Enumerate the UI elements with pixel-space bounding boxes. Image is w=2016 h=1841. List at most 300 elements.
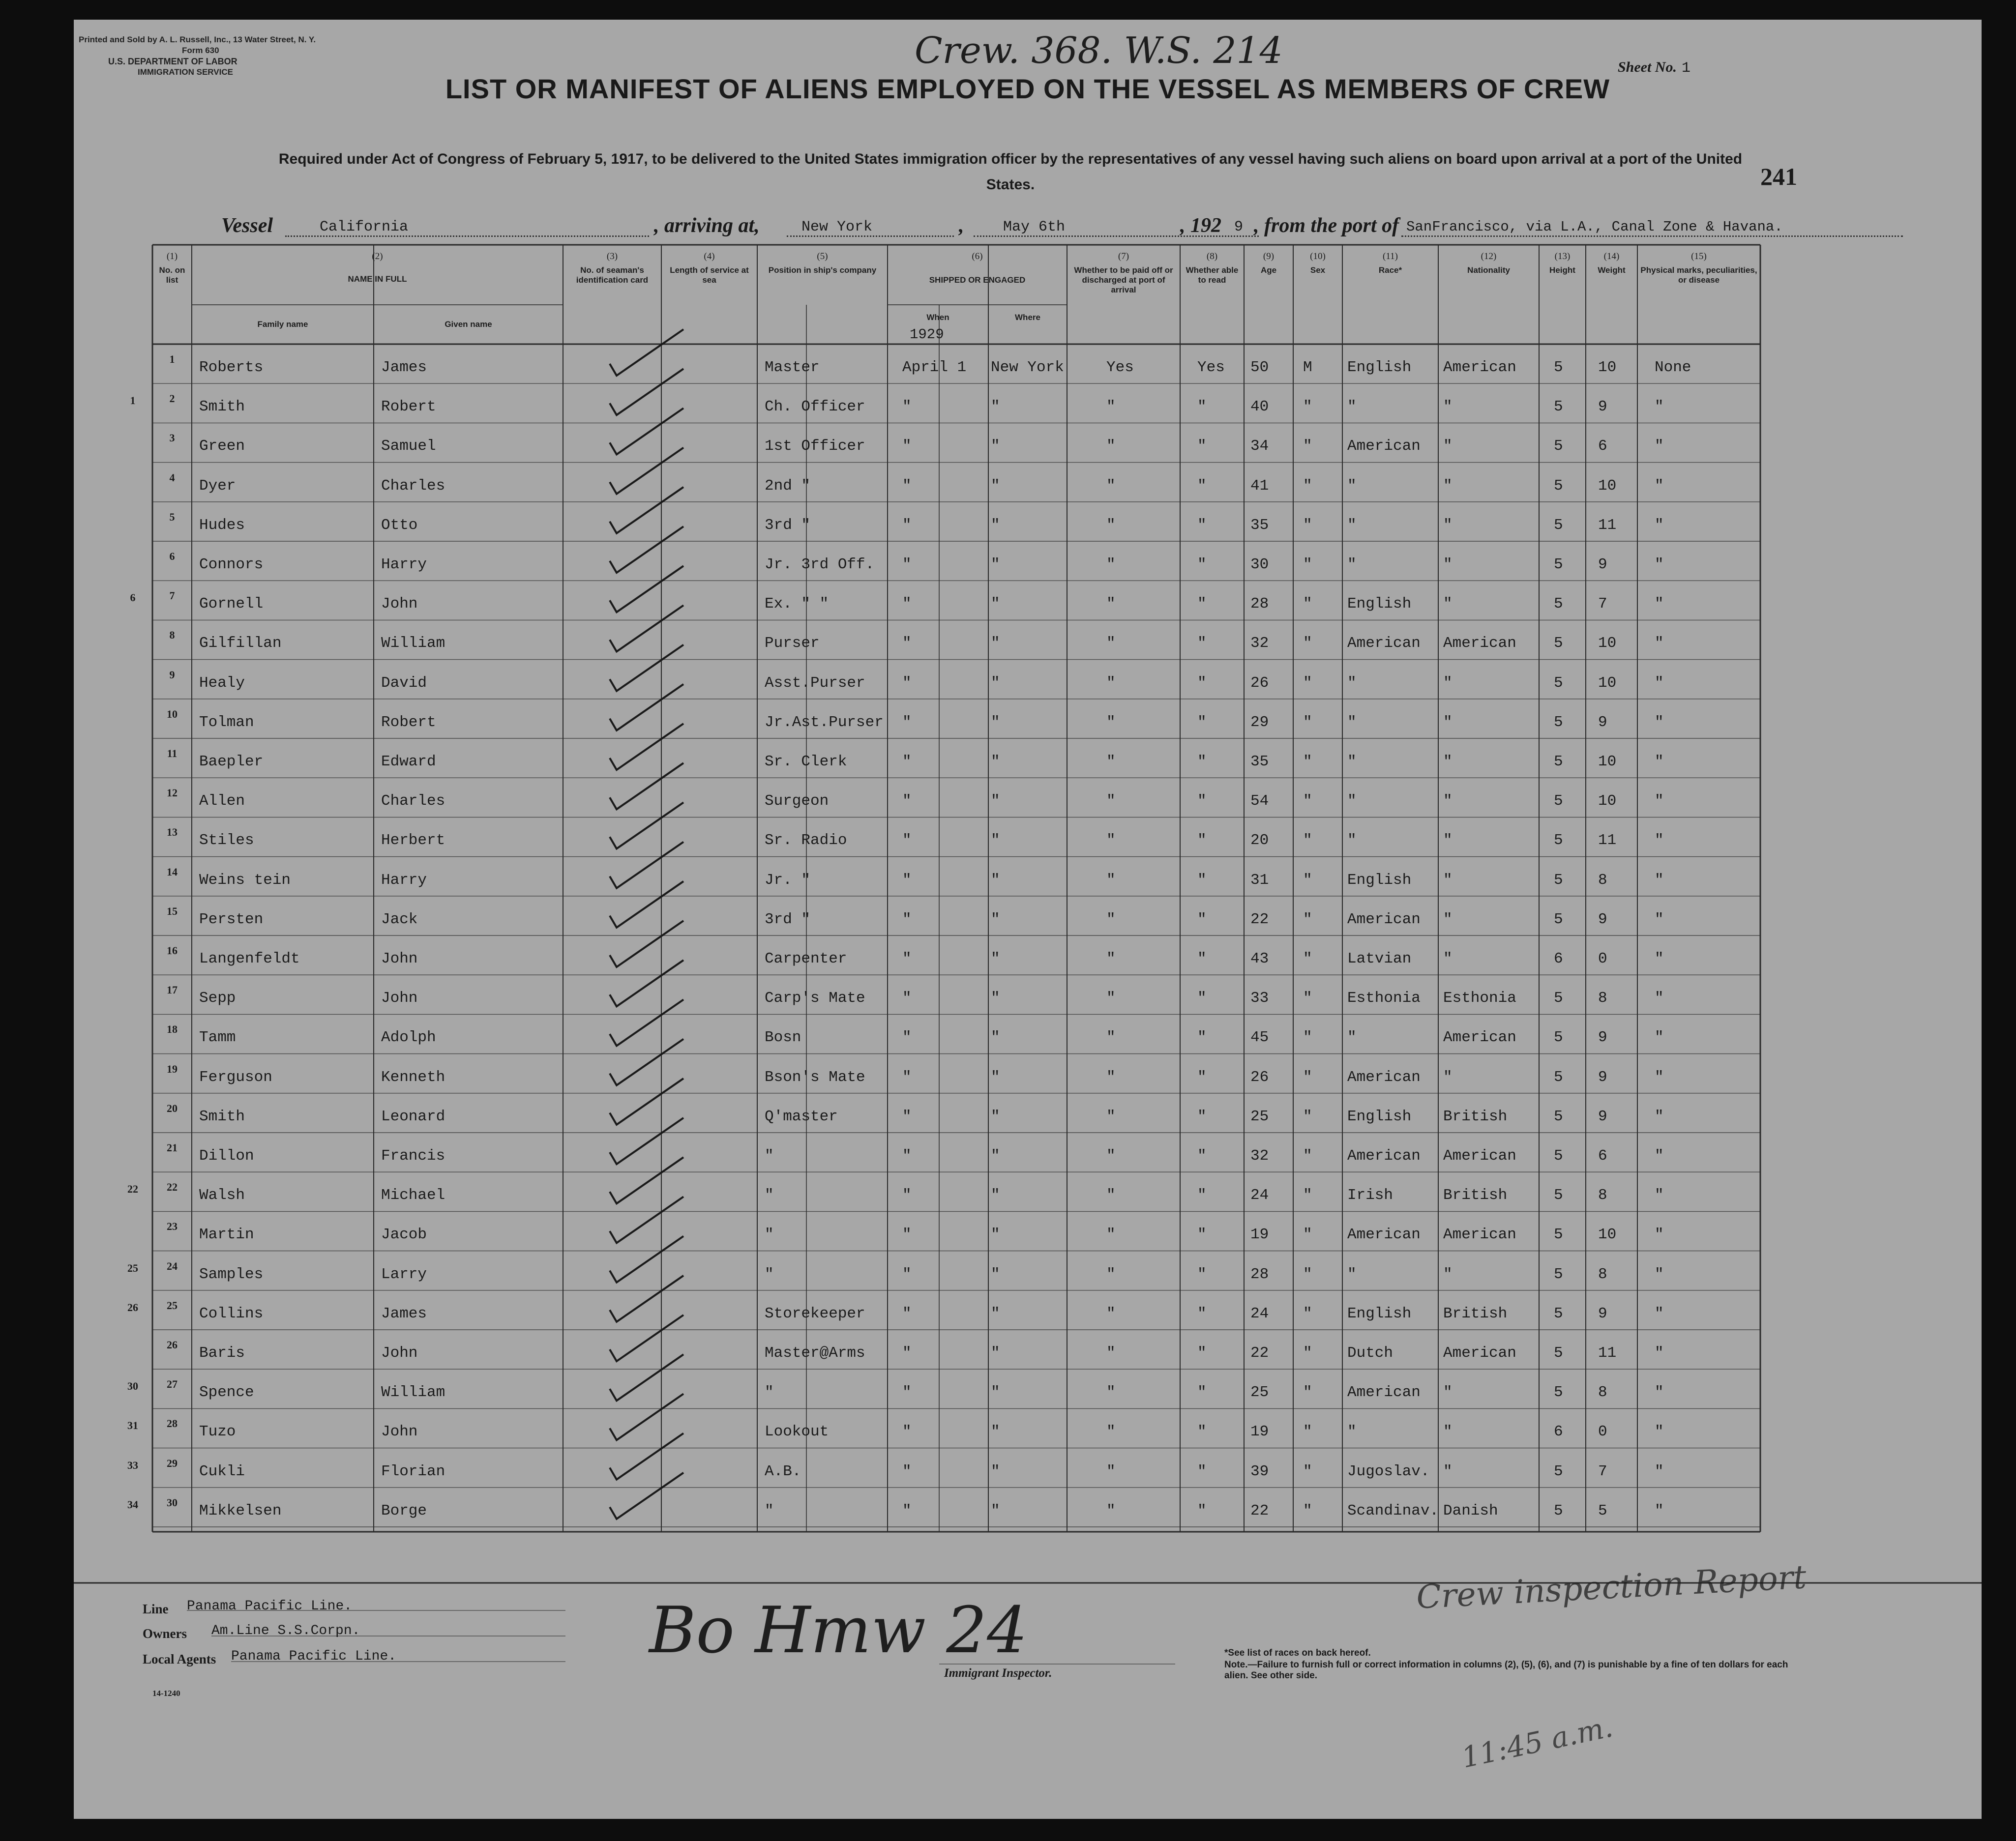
- cell-nationality: American: [1443, 1226, 1516, 1244]
- cell-family: Smith: [199, 398, 245, 416]
- cell-height: 5: [1554, 359, 1563, 376]
- checkmark-icon: [610, 1236, 683, 1283]
- cell-given: James: [381, 359, 427, 376]
- vessel-line: Vessel California , arriving at, New York , May 6th , 192 9 , from the port of SanFrancisco, via L.A., Canal Zone & Havana.: [221, 214, 1903, 243]
- cell-age: 31: [1250, 871, 1269, 889]
- cell-given: Charles: [381, 792, 445, 810]
- cell-position: Ex. " ": [765, 595, 829, 613]
- checkmark-icon: [610, 329, 683, 376]
- column-number-8: (8): [1206, 251, 1218, 262]
- cell-sex: ": [1303, 398, 1312, 416]
- cell-position: Sr. Clerk: [765, 753, 847, 770]
- cell-race: English: [1347, 1305, 1412, 1322]
- cell-weight: 6: [1598, 438, 1607, 455]
- column-number-2: (2): [372, 251, 383, 262]
- cell-sex: ": [1303, 1384, 1312, 1402]
- checkmark-icon: [610, 1276, 683, 1322]
- cell-race: Dutch: [1347, 1344, 1393, 1362]
- cell-read: ": [1197, 438, 1207, 455]
- cell-when: ": [902, 595, 912, 613]
- cell-where: ": [991, 1068, 1000, 1086]
- cell-when: ": [902, 910, 912, 928]
- cell-race: Latvian: [1347, 950, 1412, 967]
- cell-marks: ": [1655, 1187, 1664, 1204]
- cell-weight: 9: [1598, 556, 1607, 573]
- row-number: 14: [167, 865, 178, 878]
- checkmark-icon: [610, 960, 683, 1006]
- checkmark-icon: [610, 763, 683, 809]
- cell-when: ": [902, 516, 912, 534]
- checkmark-icon: [610, 645, 683, 691]
- row-number: 6: [169, 550, 175, 562]
- cell-where: ": [991, 1344, 1000, 1362]
- checkmark-icon: [610, 1079, 683, 1125]
- cell-read: ": [1197, 1108, 1207, 1125]
- cell-weight: 9: [1598, 1029, 1607, 1047]
- cell-family: Collins: [199, 1305, 264, 1322]
- cell-race: Esthonia: [1347, 990, 1421, 1007]
- cell-when: ": [902, 635, 912, 652]
- cell-paid: ": [1106, 674, 1116, 692]
- cell-weight: 8: [1598, 1384, 1607, 1402]
- cell-nationality: ": [1443, 1384, 1453, 1402]
- cell-race: Irish: [1347, 1187, 1393, 1204]
- cell-paid: ": [1106, 1265, 1116, 1283]
- row-number: 4: [169, 471, 175, 484]
- cell-race: American: [1347, 1226, 1421, 1244]
- cell-nationality: American: [1443, 1029, 1516, 1047]
- margin-number: 33: [127, 1459, 138, 1471]
- cell-nationality: Danish: [1443, 1502, 1498, 1520]
- row-number: 23: [167, 1220, 178, 1233]
- cell-given: John: [381, 595, 418, 613]
- cell-sex: ": [1303, 1344, 1312, 1362]
- cell-race: American: [1347, 1384, 1421, 1402]
- cell-where: ": [991, 438, 1000, 455]
- cell-nationality: British: [1443, 1305, 1508, 1322]
- column-number-13: (13): [1554, 251, 1571, 262]
- cell-position: Ch. Officer: [765, 398, 865, 416]
- cell-position: ": [765, 1502, 774, 1520]
- arriving-label: , arriving at,: [654, 214, 760, 237]
- column-label-12: Nationality: [1467, 265, 1510, 275]
- cell-race: Jugoslav.: [1347, 1462, 1430, 1480]
- row-number: 25: [167, 1299, 178, 1312]
- cell-when: ": [902, 753, 912, 770]
- cell-sex: ": [1303, 1226, 1312, 1244]
- family-name-header: Family name: [257, 320, 308, 329]
- cell-race: Scandinav.: [1347, 1502, 1439, 1520]
- cell-position: Bosn: [765, 1029, 801, 1047]
- cell-age: 28: [1250, 1265, 1269, 1283]
- row-number: 8: [169, 629, 175, 642]
- cell-where: ": [991, 1226, 1000, 1244]
- cell-age: 25: [1250, 1108, 1269, 1125]
- cell-weight: 9: [1598, 398, 1607, 416]
- cell-family: Gornell: [199, 595, 264, 613]
- cell-paid: ": [1106, 1305, 1116, 1322]
- cell-read: ": [1197, 1068, 1207, 1086]
- cell-when: ": [902, 1108, 912, 1125]
- checkmark-icon: [610, 566, 683, 612]
- cell-given: David: [381, 674, 427, 692]
- cell-height: 5: [1554, 1068, 1563, 1086]
- cell-paid: ": [1106, 1147, 1116, 1165]
- cell-race: ": [1347, 713, 1357, 731]
- cell-when: ": [902, 871, 912, 889]
- cell-nationality: British: [1443, 1187, 1508, 1204]
- cell-age: 26: [1250, 1068, 1269, 1086]
- cell-paid: ": [1106, 635, 1116, 652]
- cell-family: Walsh: [199, 1187, 245, 1204]
- cell-paid: ": [1106, 792, 1116, 810]
- cell-position: Lookout: [765, 1423, 829, 1441]
- year-digit: 9: [1234, 219, 1244, 235]
- cell-nationality: ": [1443, 753, 1453, 770]
- cell-age: 26: [1250, 674, 1269, 692]
- cell-height: 5: [1554, 635, 1563, 652]
- cell-family: Dyer: [199, 477, 236, 495]
- cell-read: ": [1197, 1226, 1207, 1244]
- cell-sex: ": [1303, 1029, 1312, 1047]
- cell-marks: ": [1655, 674, 1664, 692]
- margin-number: 34: [127, 1498, 138, 1511]
- cell-position: Storekeeper: [765, 1305, 865, 1322]
- cell-paid: ": [1106, 832, 1116, 849]
- cell-read: ": [1197, 1344, 1207, 1362]
- cell-nationality: ": [1443, 1462, 1453, 1480]
- cell-weight: 10: [1598, 477, 1617, 495]
- cell-age: 54: [1250, 792, 1269, 810]
- column-number-5: (5): [817, 251, 828, 262]
- port-dots: [787, 235, 954, 237]
- cell-where: ": [991, 1384, 1000, 1402]
- row-number: 11: [167, 747, 178, 760]
- cell-position: Carpenter: [765, 950, 847, 967]
- cell-position: 2nd ": [765, 477, 811, 495]
- cell-family: Dillon: [199, 1147, 254, 1165]
- checkmark-icon: [610, 881, 683, 928]
- cell-age: 22: [1250, 910, 1269, 928]
- cell-given: Herbert: [381, 832, 445, 849]
- cell-weight: 10: [1598, 359, 1617, 376]
- cell-position: 1st Officer: [765, 438, 865, 455]
- cell-read: ": [1197, 792, 1207, 810]
- cell-marks: ": [1655, 595, 1664, 613]
- cell-read: ": [1197, 398, 1207, 416]
- cell-paid: ": [1106, 1462, 1116, 1480]
- cell-when: ": [902, 792, 912, 810]
- cell-read: ": [1197, 1029, 1207, 1047]
- checkmark-icon: [610, 526, 683, 573]
- cell-where: ": [991, 910, 1000, 928]
- cell-age: 28: [1250, 595, 1269, 613]
- cell-where: ": [991, 1147, 1000, 1165]
- cell-read: ": [1197, 871, 1207, 889]
- cell-marks: ": [1655, 1068, 1664, 1086]
- races-note: *See list of races on back hereof.: [1224, 1648, 1371, 1658]
- cell-position: Q'master: [765, 1108, 838, 1125]
- column-number-11: (11): [1383, 251, 1398, 262]
- checkmark-icon: [610, 1157, 683, 1203]
- cell-read: ": [1197, 477, 1207, 495]
- cell-sex: ": [1303, 674, 1312, 692]
- cell-race: American: [1347, 635, 1421, 652]
- cell-where: ": [991, 753, 1000, 770]
- cell-nationality: American: [1443, 1344, 1516, 1362]
- cell-race: English: [1347, 359, 1412, 376]
- cell-given: Michael: [381, 1187, 445, 1204]
- cell-marks: ": [1655, 910, 1664, 928]
- cell-position: Surgeon: [765, 792, 829, 810]
- row-number: 7: [169, 589, 175, 602]
- cell-height: 5: [1554, 1029, 1563, 1047]
- cell-read: ": [1197, 1305, 1207, 1322]
- row-number: 9: [169, 668, 175, 681]
- cell-where: ": [991, 595, 1000, 613]
- cell-where: ": [991, 635, 1000, 652]
- cell-read: ": [1197, 1502, 1207, 1520]
- cell-marks: ": [1655, 950, 1664, 967]
- column-label-1: No. on list: [159, 265, 185, 285]
- cell-height: 5: [1554, 516, 1563, 534]
- row-number: 12: [167, 787, 178, 799]
- cell-paid: ": [1106, 1384, 1116, 1402]
- cell-height: 5: [1554, 1384, 1563, 1402]
- cell-paid: ": [1106, 516, 1116, 534]
- cell-sex: ": [1303, 1108, 1312, 1125]
- cell-given: William: [381, 1384, 445, 1402]
- cell-given: John: [381, 1344, 418, 1362]
- cell-when: April 1: [902, 359, 967, 376]
- cell-when: ": [902, 674, 912, 692]
- checkmark-icon: [610, 802, 683, 848]
- cell-marks: None: [1655, 359, 1691, 376]
- cell-read: ": [1197, 910, 1207, 928]
- cell-when: ": [902, 1029, 912, 1047]
- cell-height: 5: [1554, 1187, 1563, 1204]
- margin-number: 30: [127, 1380, 138, 1393]
- cell-where: ": [991, 871, 1000, 889]
- row-number: 26: [167, 1339, 178, 1351]
- row-number: 18: [167, 1023, 178, 1036]
- cell-where: ": [991, 713, 1000, 731]
- cell-family: Smith: [199, 1108, 245, 1125]
- cell-height: 5: [1554, 438, 1563, 455]
- cell-weight: 10: [1598, 792, 1617, 810]
- row-number: 17: [167, 984, 178, 996]
- cell-sex: ": [1303, 1462, 1312, 1480]
- margin-number: 6: [130, 591, 136, 604]
- cell-position: 3rd ": [765, 516, 811, 534]
- column-label-14: Weight: [1598, 265, 1626, 275]
- cell-nationality: ": [1443, 832, 1453, 849]
- document-title: LIST OR MANIFEST OF ALIENS EMPLOYED ON THE VESSEL AS MEMBERS OF CREW: [445, 73, 1610, 104]
- row-number: 27: [167, 1378, 178, 1391]
- cell-position: Asst.Purser: [765, 674, 865, 692]
- cell-age: 39: [1250, 1462, 1269, 1480]
- cell-paid: ": [1106, 910, 1116, 928]
- cell-nationality: ": [1443, 438, 1453, 455]
- handwritten-time-note: 11:45 a.m.: [1458, 1710, 1616, 1775]
- cell-age: 19: [1250, 1226, 1269, 1244]
- cell-paid: ": [1106, 556, 1116, 573]
- cell-family: Spence: [199, 1384, 254, 1402]
- cell-sex: ": [1303, 477, 1312, 495]
- cell-when: ": [902, 1462, 912, 1480]
- cell-read: ": [1197, 1147, 1207, 1165]
- cell-age: 34: [1250, 438, 1269, 455]
- cell-race: English: [1347, 1108, 1412, 1125]
- cell-sex: ": [1303, 871, 1312, 889]
- column-label-13: Height: [1549, 265, 1575, 275]
- cell-position: Master@Arms: [765, 1344, 865, 1362]
- cell-marks: ": [1655, 1265, 1664, 1283]
- cell-family: Gilfillan: [199, 635, 282, 652]
- cell-when: ": [902, 1305, 912, 1322]
- cell-nationality: ": [1443, 477, 1453, 495]
- cell-sex: M: [1303, 359, 1312, 376]
- cell-nationality: American: [1443, 635, 1516, 652]
- cell-marks: ": [1655, 1344, 1664, 1362]
- cell-sex: ": [1303, 1423, 1312, 1441]
- cell-height: 5: [1554, 595, 1563, 613]
- cell-nationality: American: [1443, 1147, 1516, 1165]
- cell-where: ": [991, 832, 1000, 849]
- cell-where: ": [991, 1305, 1000, 1322]
- cell-read: ": [1197, 990, 1207, 1007]
- checkmark-icon: [610, 605, 683, 651]
- sheet-label: Sheet No.: [1618, 59, 1677, 75]
- cell-given: Florian: [381, 1462, 445, 1480]
- service-name: IMMIGRATION SERVICE: [138, 67, 233, 77]
- cell-age: 24: [1250, 1305, 1269, 1322]
- cell-family: Tamm: [199, 1029, 236, 1047]
- cell-family: Stiles: [199, 832, 254, 849]
- cell-marks: ": [1655, 990, 1664, 1007]
- cell-family: Persten: [199, 910, 264, 928]
- cell-race: American: [1347, 910, 1421, 928]
- cell-marks: ": [1655, 792, 1664, 810]
- department-name: U.S. DEPARTMENT OF LABOR: [108, 57, 237, 66]
- cell-nationality: ": [1443, 950, 1453, 967]
- cell-height: 5: [1554, 753, 1563, 770]
- vessel-name: California: [320, 219, 409, 235]
- cell-paid: ": [1106, 1344, 1116, 1362]
- cell-given: Harry: [381, 556, 427, 573]
- cell-family: Baris: [199, 1344, 245, 1362]
- cell-where: ": [991, 1108, 1000, 1125]
- cell-family: Roberts: [199, 359, 264, 376]
- column-number-15: (15): [1691, 251, 1707, 262]
- cell-where: ": [991, 1265, 1000, 1283]
- cell-family: Cukli: [199, 1462, 245, 1480]
- cell-where: ": [991, 556, 1000, 573]
- cell-marks: ": [1655, 516, 1664, 534]
- checkmark-icon: [610, 408, 683, 454]
- cell-family: Hudes: [199, 516, 245, 534]
- cell-position: Bson's Mate: [765, 1068, 865, 1086]
- cell-given: Francis: [381, 1147, 445, 1165]
- margin-number: 22: [127, 1183, 138, 1196]
- cell-given: Robert: [381, 713, 436, 731]
- cell-height: 5: [1554, 477, 1563, 495]
- cell-read: ": [1197, 1187, 1207, 1204]
- agents-value: Panama Pacific Line.: [231, 1649, 397, 1664]
- from-port: SanFrancisco, via L.A., Canal Zone & Havana.: [1406, 219, 1783, 235]
- column-number-9: (9): [1263, 251, 1275, 262]
- cell-weight: 9: [1598, 1108, 1607, 1125]
- cell-when: ": [902, 1265, 912, 1283]
- checkmark-icon: [610, 448, 683, 494]
- cell-height: 5: [1554, 1462, 1563, 1480]
- cell-family: Ferguson: [199, 1068, 272, 1086]
- cell-height: 5: [1554, 713, 1563, 731]
- cell-race: English: [1347, 595, 1412, 613]
- column-number-4: (4): [704, 251, 715, 262]
- row-number: 21: [167, 1141, 178, 1154]
- cell-paid: ": [1106, 595, 1116, 613]
- cell-age: 32: [1250, 635, 1269, 652]
- cell-age: 35: [1250, 753, 1269, 770]
- cell-sex: ": [1303, 516, 1312, 534]
- cell-nationality: ": [1443, 674, 1453, 692]
- cell-where: ": [991, 398, 1000, 416]
- owners-label: Owners: [143, 1626, 187, 1641]
- row-number: 30: [167, 1496, 178, 1509]
- cell-where: ": [991, 792, 1000, 810]
- cell-height: 5: [1554, 1147, 1563, 1165]
- cell-when: ": [902, 1502, 912, 1520]
- checkmark-icon: [610, 999, 683, 1046]
- cell-paid: Yes: [1106, 359, 1134, 376]
- where-header: Where: [1015, 313, 1040, 322]
- cell-sex: ": [1303, 950, 1312, 967]
- cell-paid: ": [1106, 1108, 1116, 1125]
- cell-marks: ": [1655, 871, 1664, 889]
- given-name-header: Given name: [445, 320, 492, 329]
- cell-height: 6: [1554, 1423, 1563, 1441]
- column-label-5: Position in ship's company: [768, 265, 877, 275]
- cell-family: Connors: [199, 556, 264, 573]
- column-label-7: Whether to be paid off or discharged at port of arrival: [1074, 265, 1173, 294]
- agents-label: Local Agents: [143, 1652, 216, 1666]
- cell-position: Jr. 3rd Off.: [765, 556, 875, 573]
- cell-sex: ": [1303, 1147, 1312, 1165]
- cell-family: Weins tein: [199, 871, 291, 889]
- cell-given: John: [381, 950, 418, 967]
- cell-position: ": [765, 1187, 774, 1204]
- checkmark-icon: [610, 1118, 683, 1164]
- cell-read: ": [1197, 713, 1207, 731]
- cell-where: ": [991, 950, 1000, 967]
- cell-paid: ": [1106, 477, 1116, 495]
- cell-sex: ": [1303, 713, 1312, 731]
- cell-weight: 8: [1598, 871, 1607, 889]
- cell-given: Adolph: [381, 1029, 436, 1047]
- cell-race: English: [1347, 871, 1412, 889]
- cell-age: 50: [1250, 359, 1269, 376]
- cell-family: Tuzo: [199, 1423, 236, 1441]
- handwritten-crew-number: Crew. 368. W.S. 214: [915, 29, 1283, 72]
- cell-given: Otto: [381, 516, 418, 534]
- cell-sex: ": [1303, 1305, 1312, 1322]
- cell-nationality: British: [1443, 1108, 1508, 1125]
- column-label-15: Physical marks, peculiarities, or disease: [1640, 265, 1757, 285]
- document-subtitle: Required under Act of Congress of February 5, 1917, to be delivered to the United States immigration officer by the representatives of any vessel having such aliens on board upon arrival at a port of the United States.: [278, 151, 1743, 193]
- checkmark-icon: [610, 1354, 683, 1401]
- checkmark-icon: [610, 487, 683, 533]
